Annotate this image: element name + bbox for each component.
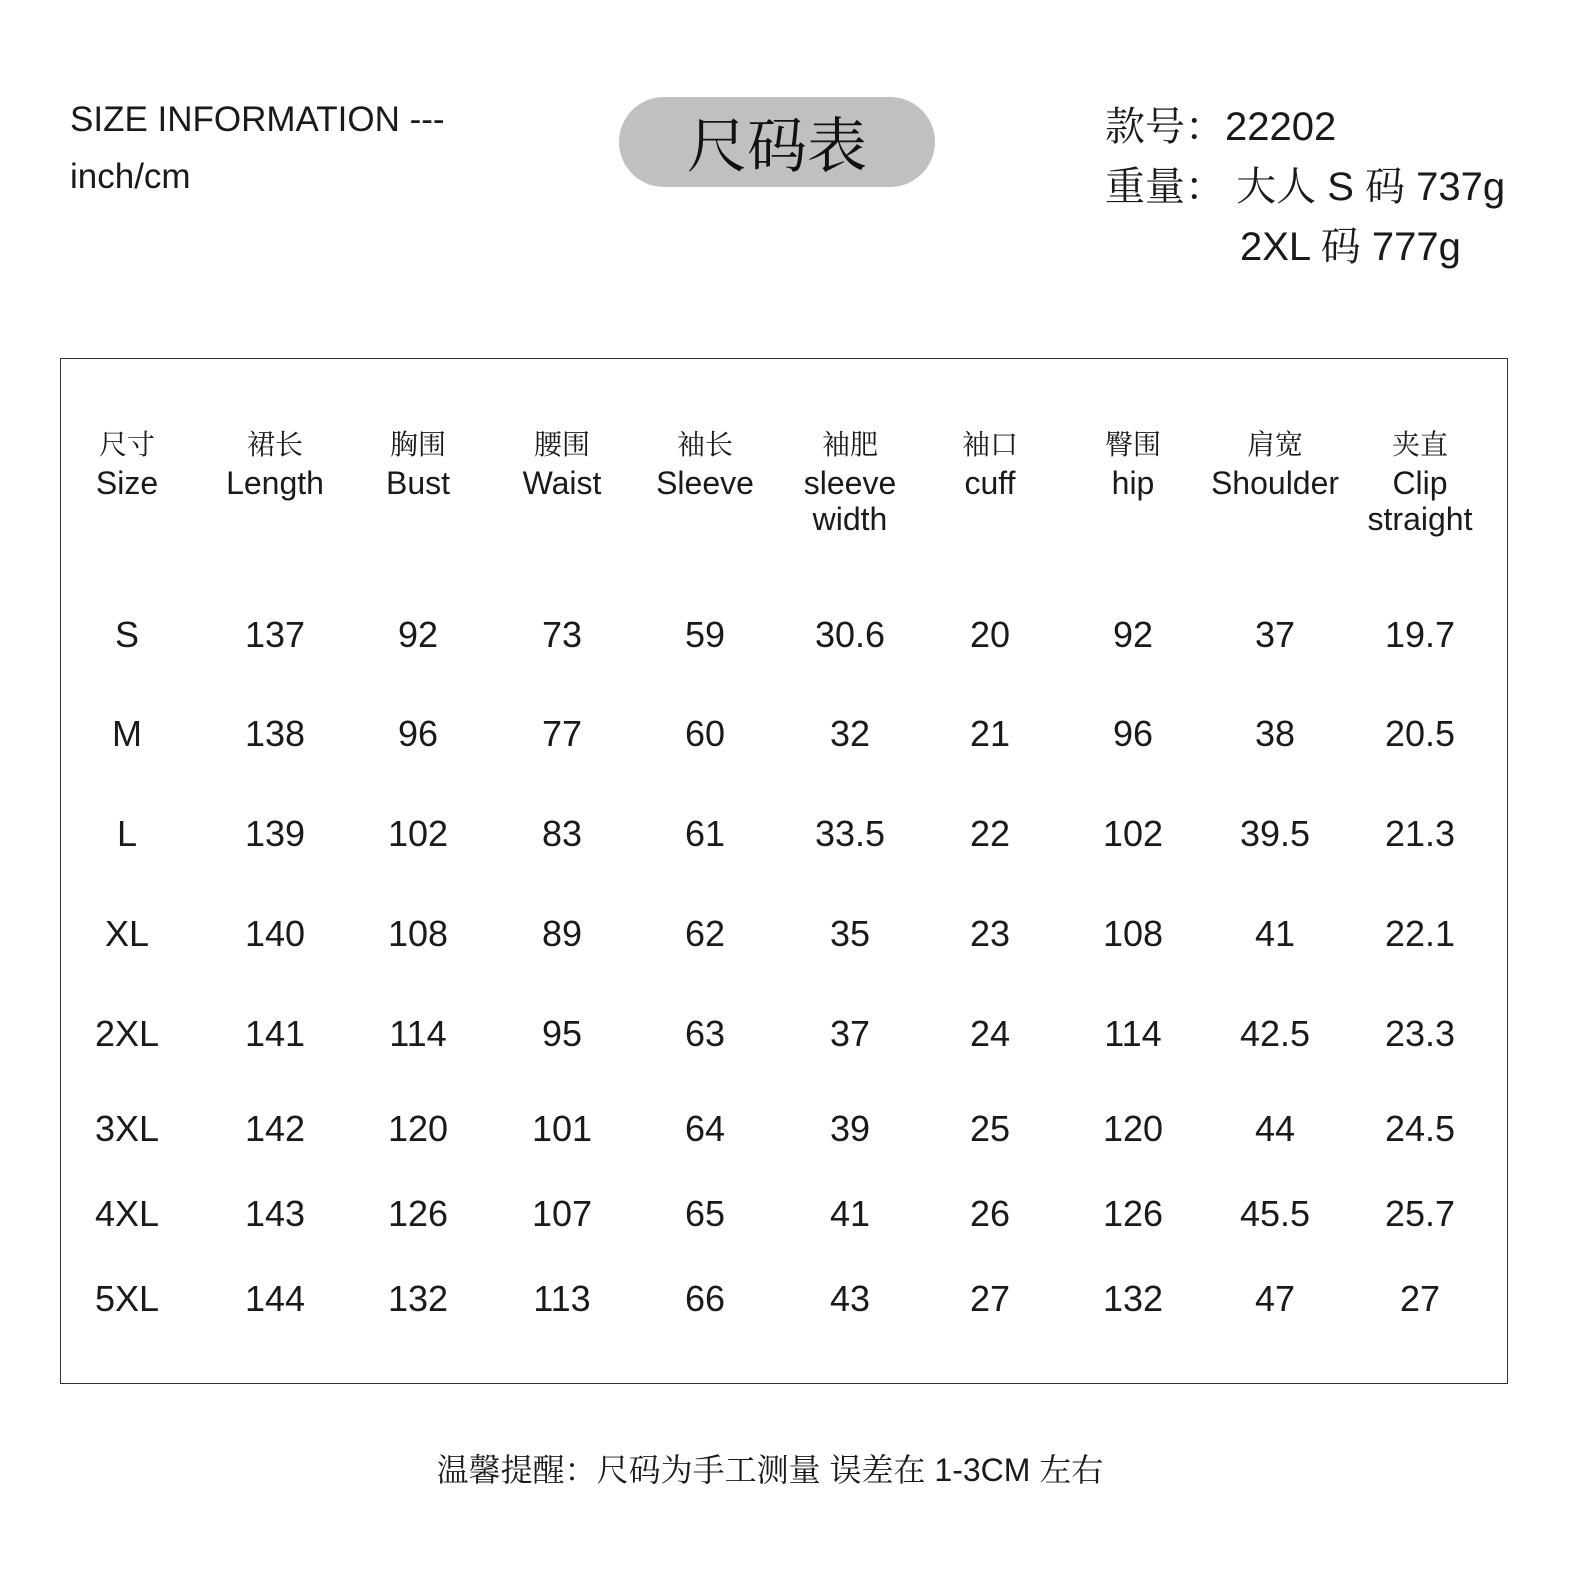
table-cell: 44 <box>1254 1108 1296 1149</box>
table-cell: 63 <box>684 1013 726 1054</box>
column-header-cn: 袖长 <box>676 429 733 460</box>
table-cell: 83 <box>541 813 583 854</box>
table-cell: 77 <box>541 713 583 754</box>
table-cell: 38 <box>1254 713 1296 754</box>
table-cell: 60 <box>684 713 726 754</box>
column-header-en: Sleeve <box>656 465 754 501</box>
table-cell: 27 <box>1399 1278 1441 1319</box>
table-cell: 108 <box>387 913 449 954</box>
table-cell: 39.5 <box>1239 813 1311 854</box>
table-cell: 141 <box>244 1013 306 1054</box>
column-header-cn: 夹直 <box>1391 429 1448 460</box>
table-cell: 20.5 <box>1384 713 1456 754</box>
column-header-cn: 裙长 <box>246 429 303 460</box>
column-header-en: cuff <box>964 465 1016 501</box>
table-cell: 21 <box>969 713 1011 754</box>
table-cell: 142 <box>244 1108 306 1149</box>
size-label-cell: 4XL <box>94 1193 160 1234</box>
table-cell: 41 <box>1254 913 1296 954</box>
column-header-cn: 肩宽 <box>1246 429 1303 460</box>
column-header <box>386 425 450 501</box>
column-header <box>1105 425 1161 501</box>
style-number: 款号：22202 <box>1105 105 1337 149</box>
size-label-cell: 3XL <box>94 1108 160 1149</box>
table-cell: 126 <box>1102 1193 1164 1234</box>
table-cell: 92 <box>1112 614 1154 655</box>
table-cell: 22.1 <box>1384 913 1456 954</box>
column-header-en: Length <box>226 465 324 501</box>
column-header-cn: 臀围 <box>1104 429 1162 460</box>
weight-line-1: 重量： 大人 S 码 737g <box>1105 165 1506 209</box>
size-label-cell: 5XL <box>94 1278 160 1319</box>
column-header-cn: 袖肥 <box>821 429 878 460</box>
table-cell: 139 <box>244 813 306 854</box>
table-cell: 132 <box>1102 1278 1164 1319</box>
table-cell: 25.7 <box>1384 1193 1456 1234</box>
column-header <box>523 425 602 501</box>
table-cell: 32 <box>829 713 871 754</box>
table-cell: 37 <box>1254 614 1296 655</box>
table-cell: 59 <box>684 614 726 655</box>
table-cell: 143 <box>244 1193 306 1234</box>
table-cell: 138 <box>244 713 306 754</box>
table-cell: 43 <box>829 1278 871 1319</box>
column-header-en: Clip straight <box>1367 465 1473 537</box>
table-cell: 22 <box>969 813 1011 854</box>
table-cell: 24.5 <box>1384 1108 1456 1149</box>
size-label-cell: M <box>112 713 142 754</box>
table-cell: 39 <box>829 1108 871 1149</box>
table-cell: 96 <box>1112 713 1154 754</box>
column-header-cn: 胸围 <box>389 429 446 460</box>
weight-line-2: 2XL 码 777g <box>1240 225 1461 269</box>
size-information-label: SIZE INFORMATION --- <box>70 100 445 139</box>
table-cell: 137 <box>244 614 306 655</box>
table-cell: 33.5 <box>814 813 886 854</box>
size-label-cell: 2XL <box>94 1013 160 1054</box>
table-cell: 47 <box>1254 1278 1296 1319</box>
table-cell: 120 <box>1102 1108 1164 1149</box>
table-cell: 101 <box>531 1108 593 1149</box>
table-cell: 61 <box>684 813 726 854</box>
table-cell: 65 <box>684 1193 726 1234</box>
column-header <box>962 425 1018 501</box>
table-cell: 26 <box>969 1193 1011 1234</box>
table-cell: 30.6 <box>814 614 886 655</box>
table-cell: 114 <box>389 1013 447 1054</box>
column-header-cn: 尺寸 <box>98 429 155 460</box>
table-cell: 24 <box>969 1013 1011 1054</box>
table-cell: 126 <box>387 1193 449 1234</box>
table-cell: 102 <box>387 813 449 854</box>
table-cell: 25 <box>969 1108 1011 1149</box>
column-header <box>96 425 158 501</box>
size-label-cell: S <box>114 614 140 655</box>
column-header-en: Size <box>95 465 159 501</box>
table-cell: 41 <box>829 1193 871 1234</box>
table-cell: 89 <box>541 913 583 954</box>
table-cell: 20 <box>969 614 1011 655</box>
title-text: 尺码表 <box>687 112 867 182</box>
table-cell: 27 <box>969 1278 1011 1319</box>
table-cell: 114 <box>1104 1013 1162 1054</box>
table-cell: 73 <box>541 614 583 655</box>
table-cell: 92 <box>397 614 439 655</box>
column-header <box>226 425 324 501</box>
column-header-cn: 袖口 <box>961 429 1019 460</box>
table-cell: 96 <box>397 713 439 754</box>
table-cell: 107 <box>531 1193 593 1234</box>
table-cell: 108 <box>1102 913 1164 954</box>
size-chart-title <box>619 97 935 187</box>
table-cell: 19.7 <box>1384 614 1456 655</box>
column-header-en: hip <box>1111 465 1155 501</box>
column-header-en: Bust <box>385 465 451 501</box>
table-cell: 23 <box>969 913 1011 954</box>
column-header <box>1355 425 1485 537</box>
column-header-en: sleeve width <box>803 465 897 537</box>
table-cell: 35 <box>829 913 871 954</box>
column-header-en: Waist <box>522 465 602 501</box>
table-cell: 23.3 <box>1384 1013 1456 1054</box>
column-header-en: Shoulder <box>1210 465 1340 501</box>
table-cell: 95 <box>541 1013 583 1054</box>
column-header-cn: 腰围 <box>533 429 590 460</box>
table-cell: 132 <box>387 1278 449 1319</box>
column-header <box>785 425 915 537</box>
table-cell: 113 <box>533 1278 591 1319</box>
table-cell: 144 <box>244 1278 306 1319</box>
table-cell: 45.5 <box>1239 1193 1311 1234</box>
unit-label: inch/cm <box>70 157 191 196</box>
size-label-cell: XL <box>104 913 150 954</box>
column-header <box>656 425 754 501</box>
table-cell: 102 <box>1102 813 1164 854</box>
size-label-cell: L <box>116 813 138 854</box>
table-cell: 64 <box>684 1108 726 1149</box>
measurement-note: 温馨提醒：尺码为手工测量 误差在 1-3CM 左右 <box>436 1452 1104 1488</box>
table-cell: 120 <box>387 1108 449 1149</box>
table-cell: 62 <box>684 913 726 954</box>
column-header <box>1211 425 1339 501</box>
table-cell: 37 <box>829 1013 871 1054</box>
table-cell: 42.5 <box>1239 1013 1311 1054</box>
table-cell: 140 <box>244 913 306 954</box>
table-cell: 66 <box>684 1278 726 1319</box>
table-cell: 21.3 <box>1384 813 1456 854</box>
